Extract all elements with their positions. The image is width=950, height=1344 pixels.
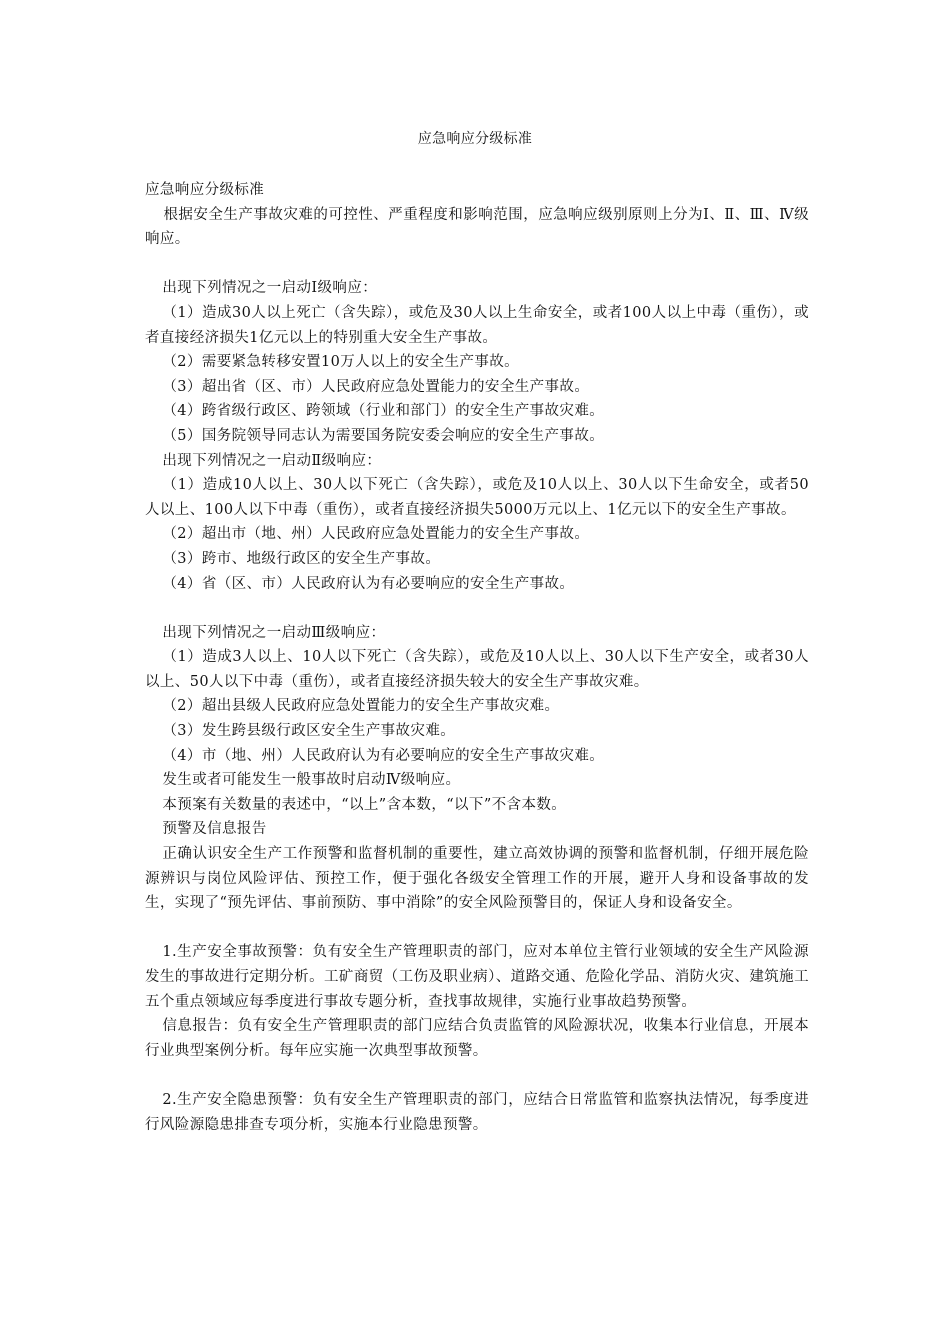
- list-item: （4）跨省级行政区、跨领域（行业和部门）的安全生产事故灾难。: [162, 403, 605, 420]
- blank-line: [145, 1063, 809, 1088]
- blank-line: [145, 252, 809, 277]
- paragraph: 2.生产安全隐患预警：负有安全生产管理职责的部门，应结合日常监管和监察执法情况，每季度进行风险源隐患排查专项分析，实施本行业隐患预警。: [145, 1091, 809, 1133]
- list-item: （3）超出省（区、市）人民政府应急处置能力的安全生产事故。: [162, 378, 590, 395]
- paragraph: 信息报告：负有安全生产管理职责的部门应结合负责监管的风险源状况，收集本行业信息，开展本行业典型案例分析。每年应实施一次典型事故预警。: [145, 1018, 809, 1059]
- paragraph: 1.生产安全事故预警：负有安全生产管理职责的部门，应对本单位主管行业领域的安全生产风险源发生的事故进行定期分析。工矿商贸（工伤及职业病）、道路交通、危险化学品、消防火灾、建筑施工五个重点领域应每季度进行事故专题分析，查找事故规律，实施行业事故趋势预警。: [145, 944, 809, 1010]
- list-item: （2）超出市（地、州）人民政府应急处置能力的安全生产事故。: [162, 526, 590, 543]
- blank-line: [145, 916, 809, 941]
- document-title: 应急响应分级标准: [417, 131, 533, 147]
- level-2-heading: 出现下列情况之一启动Ⅱ级响应：: [162, 452, 382, 469]
- paragraph: 根据安全生产事故灾难的可控性、严重程度和影响范围，应急响应级别原则上分为Ⅰ、Ⅱ、Ⅲ、Ⅳ级响应。: [145, 206, 809, 248]
- blank-line: [145, 596, 809, 621]
- quantity-note: 本预案有关数量的表述中，“以上”含本数，“以下”不含本数。: [162, 796, 567, 813]
- level-4-statement: 发生或者可能发生一般事故时启动Ⅳ级响应。: [162, 772, 461, 789]
- list-item: （2）超出县级人民政府应急处置能力的安全生产事故灾难。: [162, 698, 560, 715]
- list-item: （1）造成30人以上死亡（含失踪），或危及30人以上生命安全，或者100人以上中毒（重伤），或者直接经济损失1亿元以上的特别重大安全生产事故。: [145, 304, 809, 346]
- level-3-heading: 出现下列情况之一启动Ⅲ级响应：: [162, 624, 386, 641]
- paragraph: 正确认识安全生产工作预警和监督机制的重要性，建立高效协调的预警和监督机制，仔细开展危险源辨识与岗位风险评估、预控工作，便于强化各级安全管理工作的开展，避开人身和设备事故的发生，实现了“预先评估、事前预防、事中消除”的安全风险预警目的，保证人身和设备安全。: [145, 846, 809, 912]
- list-item: （4）省（区、市）人民政府认为有必要响应的安全生产事故。: [162, 575, 575, 592]
- list-item: （1）造成10人以上、30人以下死亡（含失踪），或危及10人以上、30人以下生命安全，或者50人以上、100人以下中毒（重伤），或者直接经济损失5000万元以上、1亿元以下的安全生产事故。: [145, 477, 809, 518]
- document-body: [145, 178, 809, 1137]
- section-heading: 应急响应分级标准: [145, 182, 265, 198]
- section-heading: 预警及信息报告: [162, 821, 267, 838]
- list-item: （3）发生跨县级行政区安全生产事故灾难。: [162, 723, 456, 740]
- list-item: （3）跨市、地级行政区的安全生产事故。: [162, 550, 441, 567]
- list-item: （1）造成3人以上、10人以下死亡（含失踪），或危及10人以上、30人以下生产安全，或者30人以上、50人以下中毒（重伤），或者直接经济损失较大的安全生产事故灾难。: [145, 649, 809, 690]
- list-item: （5）国务院领导同志认为需要国务院安委会响应的安全生产事故。: [162, 427, 605, 444]
- list-item: （4）市（地、州）人民政府认为有必要响应的安全生产事故灾难。: [162, 747, 605, 764]
- level-1-heading: 出现下列情况之一启动Ⅰ级响应：: [162, 280, 378, 297]
- list-item: （2）需要紧急转移安置10万人以上的安全生产事故。: [162, 354, 520, 371]
